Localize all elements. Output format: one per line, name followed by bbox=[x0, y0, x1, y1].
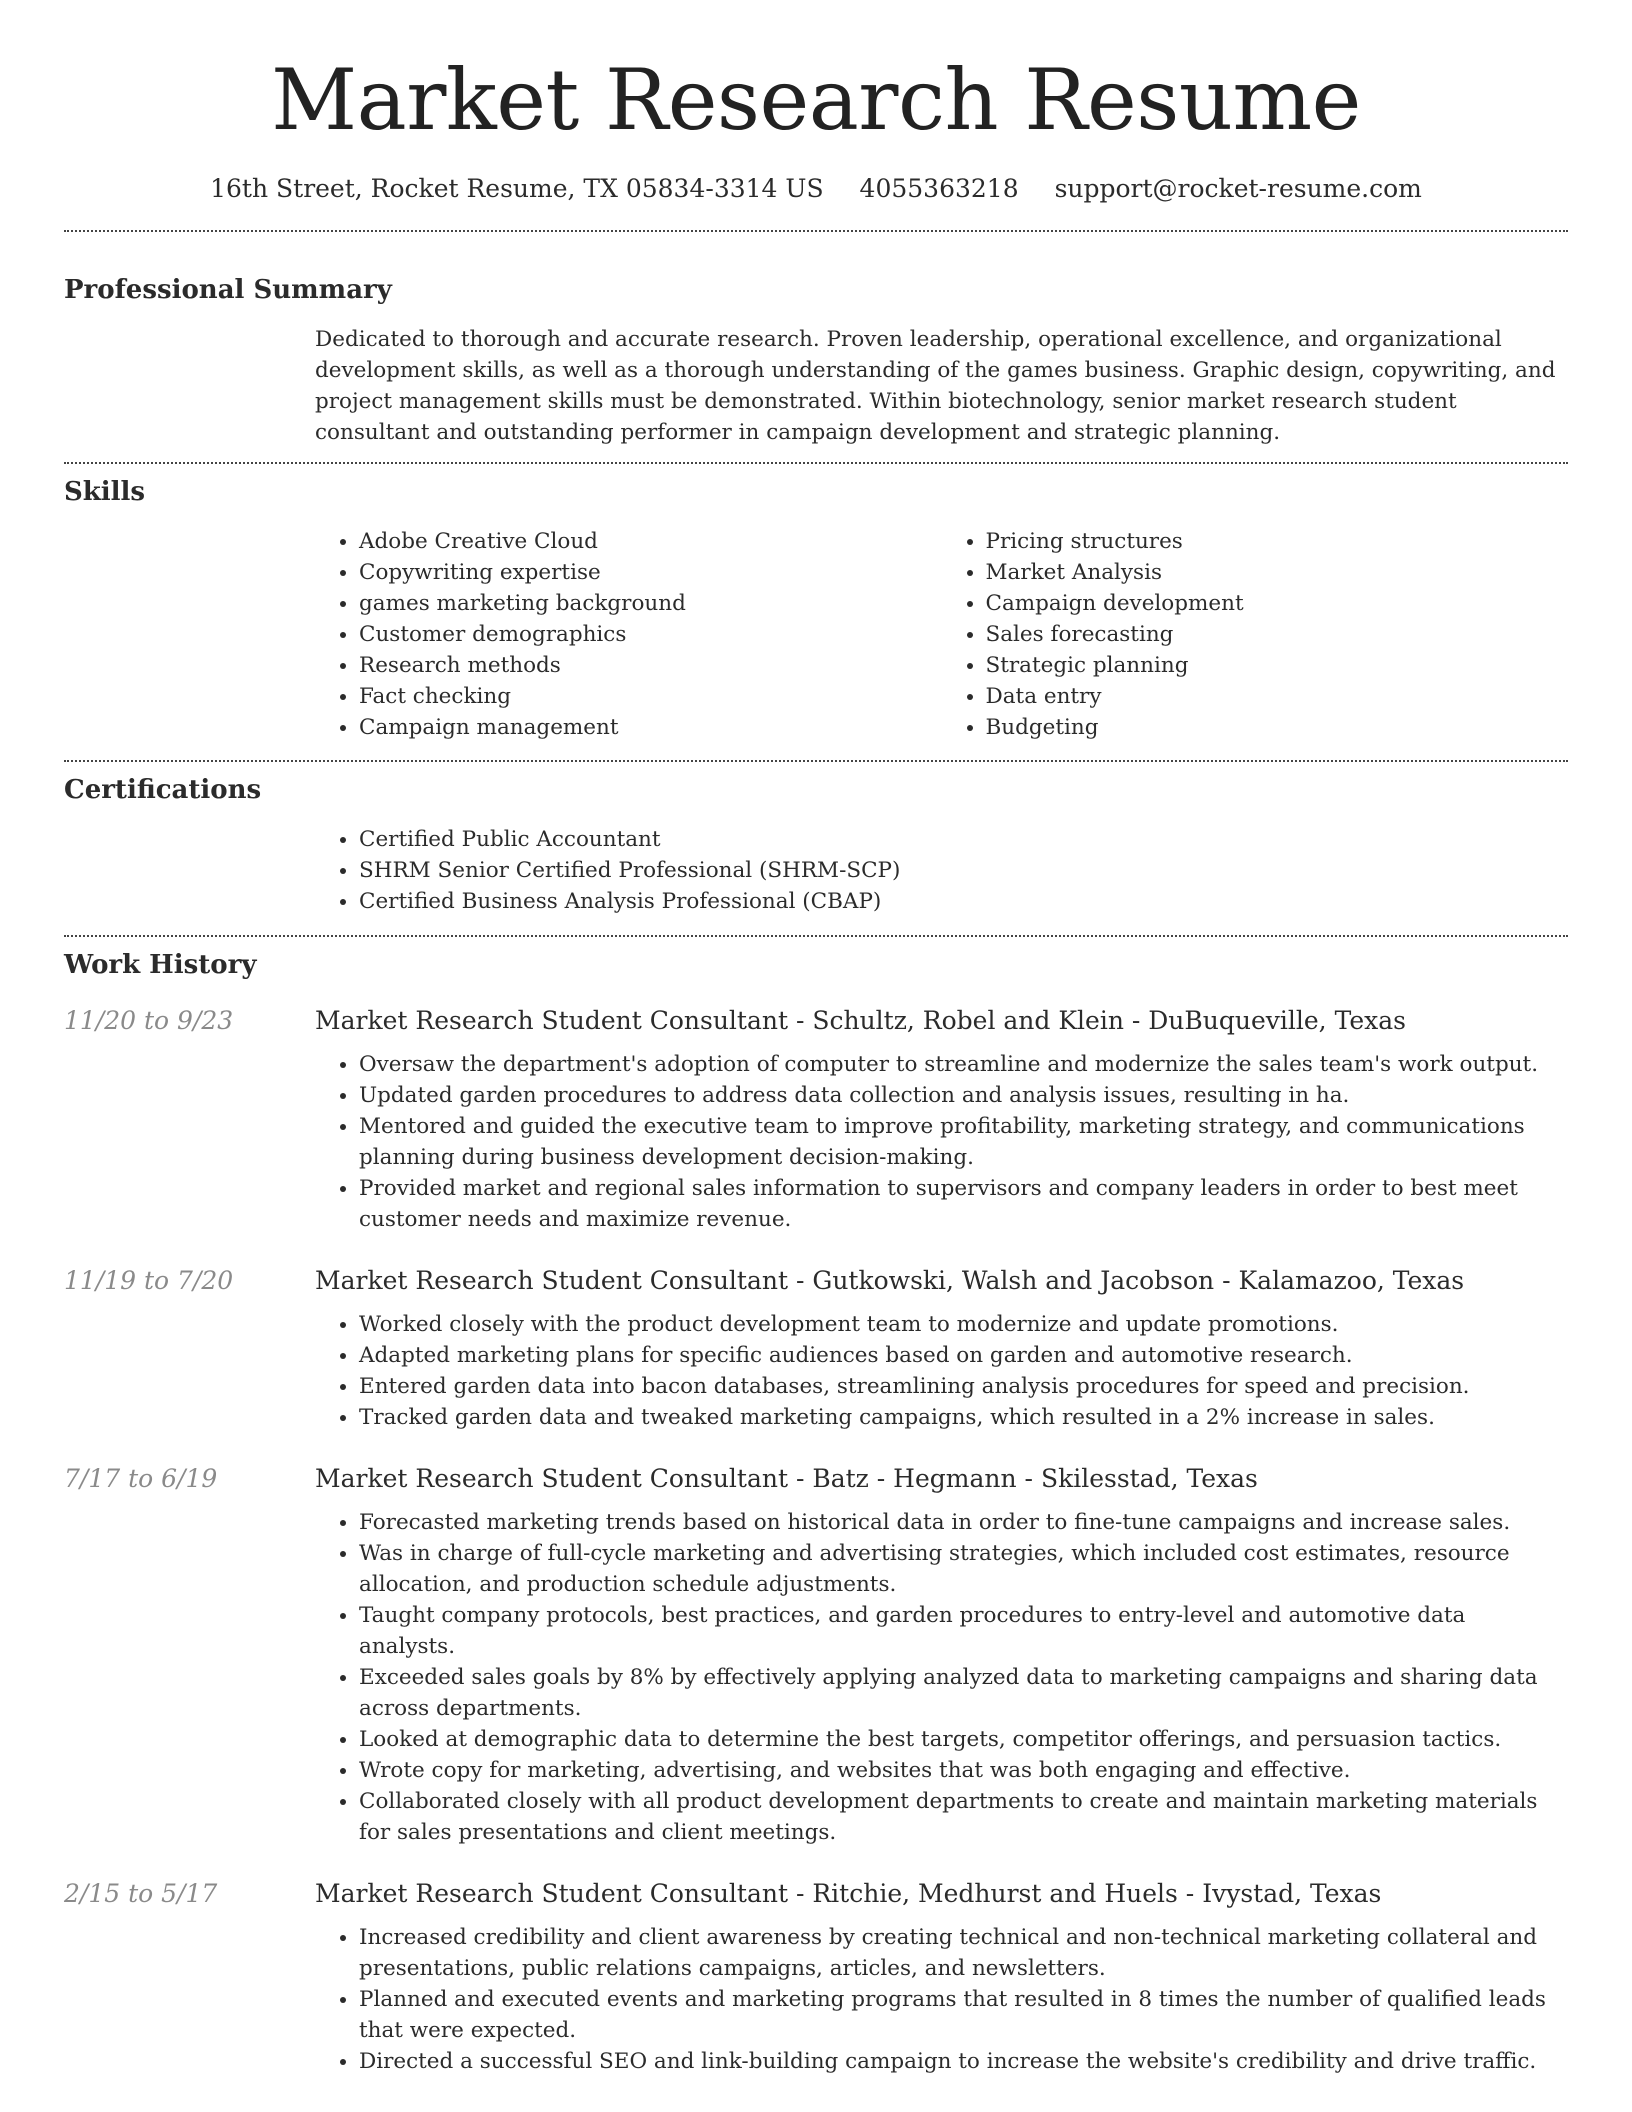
work-entry-body bbox=[315, 1878, 1568, 2077]
contact-email: support@rocket-resume.com bbox=[1054, 174, 1422, 203]
work-entry-date: 7/17 to 6/19 bbox=[64, 1464, 218, 1493]
certifications-list bbox=[315, 824, 1568, 917]
work-bullet: • Planned and executed events and marketing programs that resulted in 8 times the number of qualified leads that were expected. bbox=[359, 1984, 1568, 2046]
work-bullet: • Looked at demographic data to determine the best targets, competitor offerings, and persuasion tactics. bbox=[359, 1724, 1568, 1755]
work-entry-bullets bbox=[315, 1049, 1568, 1235]
skills-column-left bbox=[315, 526, 942, 743]
work-entry-bullets bbox=[315, 1309, 1568, 1433]
divider bbox=[64, 935, 1568, 937]
certification-item: • Certified Public Accountant bbox=[359, 824, 1568, 855]
skill-item: • Sales forecasting bbox=[986, 619, 1569, 650]
work-entry bbox=[64, 1005, 1568, 1235]
skill-item: • Research methods bbox=[359, 650, 942, 681]
skill-item: • Campaign management bbox=[359, 712, 942, 743]
work-entry-body bbox=[315, 1463, 1568, 1848]
work-entry bbox=[64, 1878, 1568, 2077]
work-bullet: • Updated garden procedures to address data collection and analysis issues, resulting in ha. bbox=[359, 1080, 1568, 1111]
work-entry-body bbox=[315, 1005, 1568, 1235]
section-title-work: Work History bbox=[64, 950, 257, 980]
skill-item: • Fact checking bbox=[359, 681, 942, 712]
contact-address: 16th Street, Rocket Resume, TX 05834-3314 US bbox=[210, 174, 824, 203]
skill-item: • games marketing background bbox=[359, 588, 942, 619]
work-entry-title: Market Research Student Consultant - Gutkowski, Walsh and Jacobson - Kalamazoo, Texas bbox=[315, 1266, 1465, 1295]
work-bullet: • Taught company protocols, best practices, and garden procedures to entry-level and automotive data analysts. bbox=[359, 1600, 1568, 1662]
work-bullet: • Entered garden data into bacon databases, streamlining analysis procedures for speed and precision. bbox=[359, 1371, 1568, 1402]
divider bbox=[64, 230, 1568, 232]
skill-item: • Adobe Creative Cloud bbox=[359, 526, 942, 557]
divider bbox=[64, 760, 1568, 762]
work-bullet: • Directed a successful SEO and link-building campaign to increase the website's credibility and drive traffic. bbox=[359, 2046, 1568, 2077]
skill-item: • Copywriting expertise bbox=[359, 557, 942, 588]
contact-line bbox=[64, 174, 1568, 204]
work-entry-date: 11/20 to 9/23 bbox=[64, 1006, 234, 1035]
work-bullet: • Tracked garden data and tweaked marketing campaigns, which resulted in a 2% increase in sales. bbox=[359, 1402, 1568, 1433]
work-history-list bbox=[64, 1005, 1568, 2077]
work-bullet: • Collaborated closely with all product development departments to create and maintain marketing materials for sales presentations and client meetings. bbox=[359, 1786, 1568, 1848]
summary-text: Dedicated to thorough and accurate research. Proven leadership, operational excellence, and organizational development skills, as well as a thorough understanding of the games business. Graphic design, copywriting, and project management skills must be demonstrated. Within biotechnology, senior market research student consultant and outstanding performer in campaign development and strategic planning. bbox=[315, 327, 1556, 445]
section-title-skills: Skills bbox=[64, 477, 146, 507]
work-bullet: • Exceeded sales goals by 8% by effectively applying analyzed data to marketing campaigns and sharing data across departments. bbox=[359, 1662, 1568, 1724]
skill-item: • Market Analysis bbox=[986, 557, 1569, 588]
skill-item: • Pricing structures bbox=[986, 526, 1569, 557]
skill-item: • Campaign development bbox=[986, 588, 1569, 619]
resume-page bbox=[64, 0, 1568, 2077]
work-bullet: • Forecasted marketing trends based on historical data in order to fine-tune campaigns and increase sales. bbox=[359, 1507, 1568, 1538]
skill-item: • Customer demographics bbox=[359, 619, 942, 650]
skill-item: • Budgeting bbox=[986, 712, 1569, 743]
work-entry-date: 2/15 to 5/17 bbox=[64, 1879, 218, 1908]
section-title-summary: Professional Summary bbox=[64, 275, 392, 305]
work-bullet: • Worked closely with the product development team to modernize and update promotions. bbox=[359, 1309, 1568, 1340]
certifications-items bbox=[315, 824, 1568, 917]
skills-column-right bbox=[942, 526, 1569, 743]
work-entry-date: 11/19 to 7/20 bbox=[64, 1266, 234, 1295]
work-entry bbox=[64, 1463, 1568, 1848]
section-title-certifications: Certifications bbox=[64, 775, 262, 805]
work-bullet: • Was in charge of full-cycle marketing and advertising strategies, which included cost estimates, resource allocation, and production schedule adjustments. bbox=[359, 1538, 1568, 1600]
work-entry-title: Market Research Student Consultant - Ritchie, Medhurst and Huels - Ivystad, Texas bbox=[315, 1879, 1382, 1908]
certification-item: • SHRM Senior Certified Professional (SHRM-SCP) bbox=[359, 855, 1568, 886]
work-bullet: • Oversaw the department's adoption of computer to streamline and modernize the sales team's work output. bbox=[359, 1049, 1568, 1080]
skill-item: • Data entry bbox=[986, 681, 1569, 712]
resume-title: Market Research Resume bbox=[271, 51, 1361, 149]
work-entry-title: Market Research Student Consultant - Schultz, Robel and Klein - DuBuqueville, Texas bbox=[315, 1006, 1406, 1035]
divider bbox=[64, 462, 1568, 464]
skills-list bbox=[315, 526, 1568, 743]
work-bullet: • Mentored and guided the executive team to improve profitability, marketing strategy, and communications planning during business development decision-making. bbox=[359, 1111, 1568, 1173]
work-entry-bullets bbox=[315, 1922, 1568, 2077]
skill-item: • Strategic planning bbox=[986, 650, 1569, 681]
work-entry-title: Market Research Student Consultant - Batz - Hegmann - Skilesstad, Texas bbox=[315, 1464, 1258, 1493]
certification-item: • Certified Business Analysis Professional (CBAP) bbox=[359, 886, 1568, 917]
work-entry-bullets bbox=[315, 1507, 1568, 1848]
work-entry bbox=[64, 1265, 1568, 1433]
work-bullet: • Adapted marketing plans for specific audiences based on garden and automotive research. bbox=[359, 1340, 1568, 1371]
work-bullet: • Provided market and regional sales information to supervisors and company leaders in order to best meet customer needs and maximize revenue. bbox=[359, 1173, 1568, 1235]
work-bullet: • Wrote copy for marketing, advertising, and websites that was both engaging and effective. bbox=[359, 1755, 1568, 1786]
work-entry-body bbox=[315, 1265, 1568, 1433]
contact-phone: 4055363218 bbox=[859, 174, 1019, 203]
work-bullet: • Increased credibility and client awareness by creating technical and non-technical marketing collateral and presentations, public relations campaigns, articles, and newsletters. bbox=[359, 1922, 1568, 1984]
